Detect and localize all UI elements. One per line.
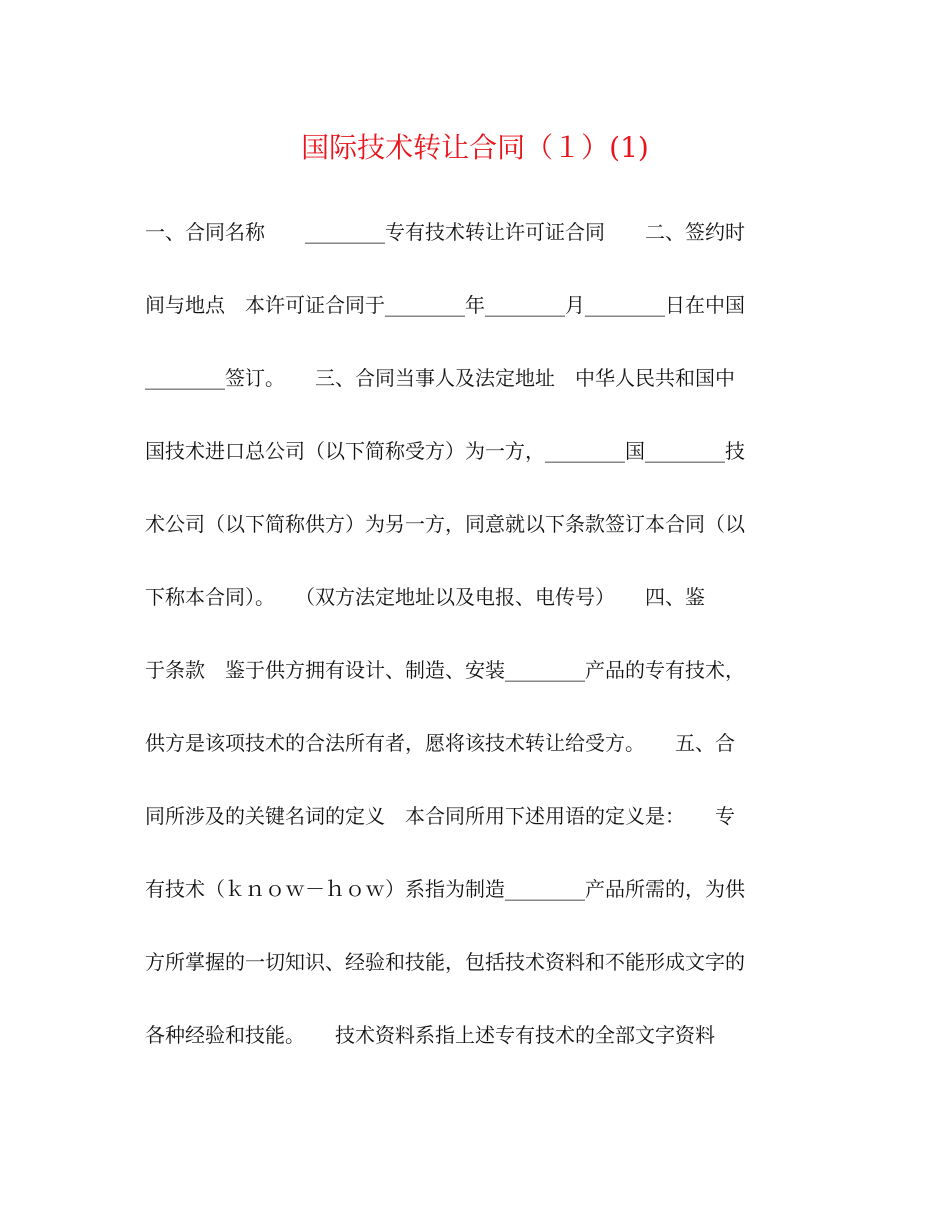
- text-line-5: 术公司（以下简称供方）为另一方，同意就以下条款签订本合同（以: [145, 512, 745, 536]
- text-line-11: 方所掌握的一切知识、经验和技能，包括技术资料和不能形成文字的: [145, 950, 745, 974]
- text-line-12: 各种经验和技能。 技术资料系指上述专有技术的全部文字资料: [145, 1023, 715, 1047]
- text-line-9: 同所涉及的关键名词的定义 本合同所用下述用语的定义是： 专: [145, 804, 735, 828]
- text-line-8: 供方是该项技术的合法所有者，愿将该技术转让给受方。 五、合: [145, 731, 735, 755]
- document-title: 国际技术转让合同（１）(1): [301, 131, 649, 164]
- text-line-2: 间与地点 本许可证合同于________年________月________日在中国: [145, 293, 745, 317]
- text-line-7: 于条款 鉴于供方拥有设计、制造、安装________产品的专有技术，: [145, 658, 745, 682]
- text-line-3: ________签订。 三、合同当事人及法定地址 中华人民共和国中: [145, 366, 735, 390]
- text-line-6: 下称本合同）。 （双方法定地址以及电报、电传号） 四、鉴: [145, 585, 705, 609]
- text-line-1: 一、合同名称 ________专有技术转让许可证合同 二、签约时: [145, 220, 745, 244]
- text-line-10: 有技术（ｋｎｏｗ－ｈｏｗ）系指为制造________产品所需的，为供: [145, 877, 745, 901]
- text-line-4: 国技术进口总公司（以下简称受方）为一方，________国________技: [145, 439, 745, 463]
